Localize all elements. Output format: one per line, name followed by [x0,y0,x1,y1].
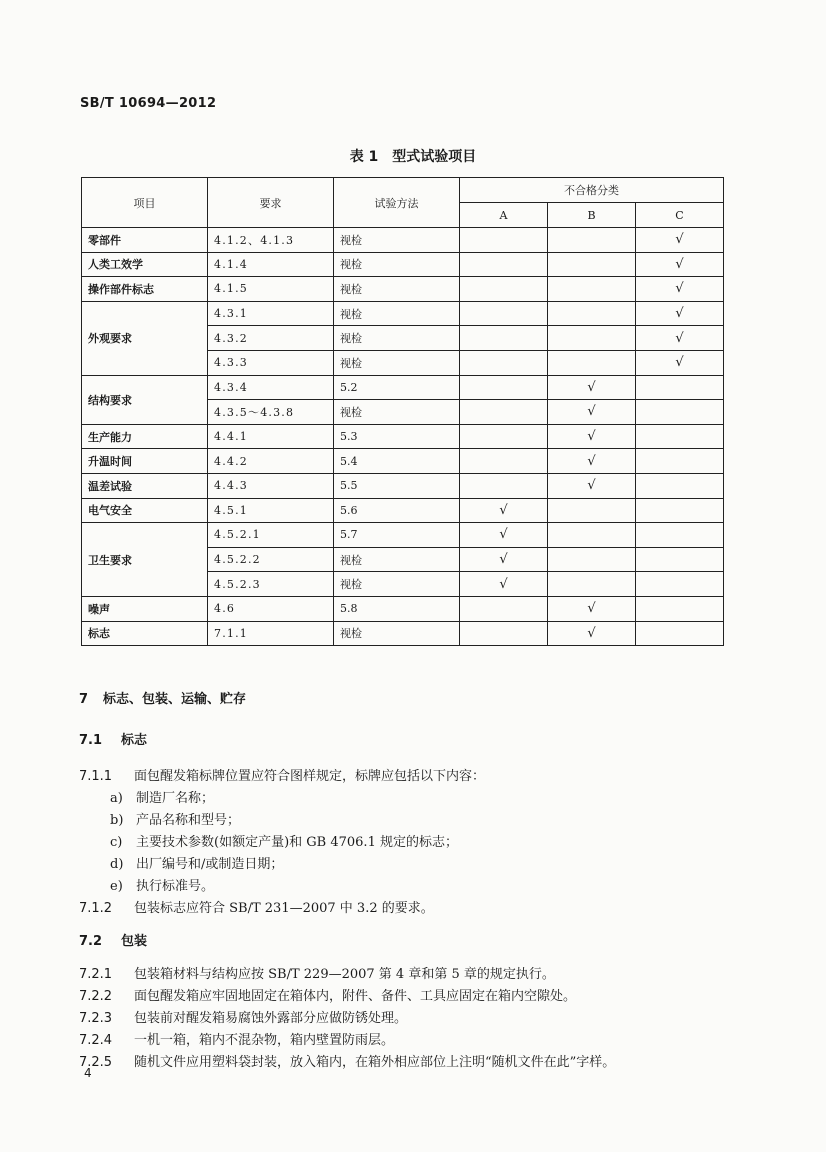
cell-class-b [548,350,636,375]
cell-method: 5.6 [334,498,460,523]
section-7-1-number: 7.1 [79,733,103,748]
cell-class-b [548,228,636,253]
cell-requirement: 4.3.2 [208,326,334,351]
list-item [110,809,240,828]
cell-requirement: 4.3.1 [208,301,334,326]
cell-class-a [460,473,548,498]
table-row [82,375,724,400]
clause-7-2-5 [79,1051,615,1070]
clause-7-2-3-number: 7.2.3 [79,1011,113,1026]
cell-class-b [548,252,636,277]
cell-method: 视检 [334,400,460,425]
check-mark-icon: √ [675,281,684,297]
cell-requirement: 4.5.2.1 [208,523,334,548]
cell-class-b [548,301,636,326]
cell-class-c [636,572,724,597]
cell-class-b [548,326,636,351]
col-header-classification: 不合格分类 [460,178,724,203]
list-item [110,875,214,894]
clause-7-2-4 [79,1029,394,1048]
cell-method: 视检 [334,572,460,597]
cell-method: 5.7 [334,523,460,548]
cell-class-b [548,572,636,597]
clause-7-1-1-number: 7.1.1 [79,769,113,784]
cell-method: 视检 [334,350,460,375]
cell-method: 5.8 [334,596,460,621]
cell-requirement: 4.5.1 [208,498,334,523]
check-mark-icon: √ [675,355,684,371]
cell-requirement: 4.5.2.3 [208,572,334,597]
cell-class-a [460,375,548,400]
table-row [82,498,724,523]
list-item-text: 执行标准号。 [136,879,215,894]
cell-class-b [548,498,636,523]
cell-method: 5.2 [334,375,460,400]
cell-class-a [460,252,548,277]
clause-7-2-5-number: 7.2.5 [79,1055,113,1070]
cell-requirement: 4.1.5 [208,277,334,302]
cell-requirement: 4.4.3 [208,473,334,498]
section-7-2-title: 包装 [121,934,148,949]
cell-class-a [460,498,548,523]
cell-class-a [460,301,548,326]
cell-item: 温差试验 [82,473,208,498]
table-row [82,621,724,646]
clause-7-2-3 [79,1007,407,1026]
page-number: 4 [84,1066,92,1080]
cell-class-b [548,523,636,548]
cell-class-a [460,400,548,425]
table-row [82,596,724,621]
list-item-label: c) [110,835,123,850]
cell-class-c [636,252,724,277]
cell-method: 视检 [334,326,460,351]
cell-class-b [548,547,636,572]
clause-7-1-2-number: 7.1.2 [79,901,113,916]
list-item-text: 出厂编号和/或制造日期； [136,857,284,872]
clause-7-2-2-number: 7.2.2 [79,989,113,1004]
cell-class-a [460,228,548,253]
cell-class-c [636,449,724,474]
table-row [82,449,724,474]
list-item-label: a) [110,791,123,806]
section-7-1-heading [79,729,147,748]
clause-7-2-3-text: 包装前对醒发箱易腐蚀外露部分应做防锈处理。 [134,1011,408,1026]
cell-class-c [636,523,724,548]
check-mark-icon: √ [587,429,596,445]
cell-class-c [636,498,724,523]
cell-class-c [636,424,724,449]
clause-7-2-1 [79,963,555,982]
cell-method: 视检 [334,277,460,302]
cell-class-a [460,424,548,449]
list-item [110,853,283,872]
cell-requirement: 7.1.1 [208,621,334,646]
table-row [82,277,724,302]
check-mark-icon: √ [499,527,508,543]
cell-method: 视检 [334,547,460,572]
cell-requirement: 4.5.2.2 [208,547,334,572]
col-header-class-b: B [548,203,636,228]
cell-item: 标志 [82,621,208,646]
cell-class-b [548,400,636,425]
cell-class-a [460,547,548,572]
cell-class-a [460,621,548,646]
list-item-text: 制造厂名称； [136,791,215,806]
col-header-class-c: C [636,203,724,228]
cell-class-b [548,277,636,302]
cell-class-b [548,375,636,400]
list-item [110,787,214,806]
cell-requirement: 4.3.3 [208,350,334,375]
list-item-label: e) [110,879,123,894]
list-item-label: d) [110,857,124,872]
cell-class-c [636,547,724,572]
cell-item: 噪声 [82,596,208,621]
col-header-requirement: 要求 [208,178,334,228]
col-header-item: 项目 [82,178,208,228]
cell-class-a [460,572,548,597]
list-item-text: 产品名称和型号； [136,813,241,828]
table-row [82,228,724,253]
cell-requirement: 4.1.2、4.1.3 [208,228,334,253]
list-item-label: b) [110,813,124,828]
cell-class-c [636,596,724,621]
check-mark-icon: √ [675,232,684,248]
cell-item: 操作部件标志 [82,277,208,302]
section-7-2-heading [79,930,147,949]
cell-class-a [460,326,548,351]
cell-class-c [636,350,724,375]
check-mark-icon: √ [499,502,508,518]
check-mark-icon: √ [587,453,596,469]
cell-class-c [636,375,724,400]
cell-requirement: 4.6 [208,596,334,621]
cell-method: 5.3 [334,424,460,449]
cell-item: 生产能力 [82,424,208,449]
cell-requirement: 4.3.5～4.3.8 [208,400,334,425]
table-row [82,252,724,277]
check-mark-icon: √ [675,256,684,272]
check-mark-icon: √ [675,330,684,346]
cell-class-a [460,277,548,302]
check-mark-icon: √ [499,552,508,568]
cell-class-c [636,326,724,351]
check-mark-icon: √ [587,404,596,420]
cell-method: 5.5 [334,473,460,498]
cell-item: 零部件 [82,228,208,253]
check-mark-icon: √ [675,306,684,322]
clause-7-1-2-text: 包装标志应符合 SB/T 231—2007 中 3.2 的要求。 [134,901,434,916]
cell-class-b [548,596,636,621]
table-row [82,301,724,326]
cell-method: 视检 [334,621,460,646]
type-test-table [81,177,724,646]
list-item-text: 主要技术参数(如额定产量)和 GB 4706.1 规定的标志； [136,835,458,850]
check-mark-icon: √ [499,576,508,592]
clause-7-2-5-text: 随机文件应用塑料袋封装，放入箱内，在箱外相应部位上注明“随机文件在此”字样。 [134,1055,616,1070]
cell-class-b [548,424,636,449]
cell-class-a [460,449,548,474]
cell-class-c [636,400,724,425]
cell-class-b [548,449,636,474]
col-header-class-a: A [460,203,548,228]
cell-method: 5.4 [334,449,460,474]
cell-class-c [636,228,724,253]
table-title: 表 1 型式试验项目 [349,149,477,165]
cell-class-a [460,523,548,548]
section-7-1-title: 标志 [121,733,148,748]
clause-7-1-1-text: 面包醒发箱标牌位置应符合图样规定，标牌应包括以下内容： [134,769,486,784]
cell-requirement: 4.4.2 [208,449,334,474]
section-7-heading [79,688,246,707]
cell-item: 人类工效学 [82,252,208,277]
list-item [110,831,458,850]
clause-7-2-2 [79,985,576,1004]
clause-7-2-2-text: 面包醒发箱应牢固地固定在箱体内，附件、备件、工具应固定在箱内空隙处。 [134,989,577,1004]
clause-7-1-1 [79,765,485,784]
clause-7-2-1-number: 7.2.1 [79,967,113,982]
cell-requirement: 4.3.4 [208,375,334,400]
cell-method: 视检 [334,301,460,326]
section-7-title: 标志、包装、运输、贮存 [103,692,247,707]
check-mark-icon: √ [587,625,596,641]
cell-method: 视检 [334,228,460,253]
cell-item: 卫生要求 [82,523,208,597]
section-7-number: 7 [79,692,89,707]
col-header-method: 试验方法 [334,178,460,228]
cell-item: 升温时间 [82,449,208,474]
cell-class-a [460,596,548,621]
cell-item: 电气安全 [82,498,208,523]
cell-class-c [636,473,724,498]
clause-7-1-2 [79,897,434,916]
cell-requirement: 4.1.4 [208,252,334,277]
check-mark-icon: √ [587,379,596,395]
clause-7-2-4-text: 一机一箱，箱内不混杂物，箱内壁置防雨层。 [134,1033,395,1048]
check-mark-icon: √ [587,478,596,494]
cell-class-a [460,350,548,375]
table-row [82,523,724,548]
clause-7-2-1-text: 包装箱材料与结构应按 SB/T 229—2007 第 4 章和第 5 章的规定执行。 [134,967,555,982]
cell-method: 视检 [334,252,460,277]
table-row [82,473,724,498]
table-row [82,424,724,449]
cell-class-c [636,277,724,302]
cell-item: 外观要求 [82,301,208,375]
clause-7-2-4-number: 7.2.4 [79,1033,113,1048]
cell-class-c [636,621,724,646]
cell-requirement: 4.4.1 [208,424,334,449]
cell-class-c [636,301,724,326]
cell-class-b [548,473,636,498]
cell-item: 结构要求 [82,375,208,424]
standard-code: SB/T 10694—2012 [80,96,217,111]
cell-class-b [548,621,636,646]
table-body [82,228,724,646]
section-7-2-number: 7.2 [79,934,103,949]
check-mark-icon: √ [587,601,596,617]
